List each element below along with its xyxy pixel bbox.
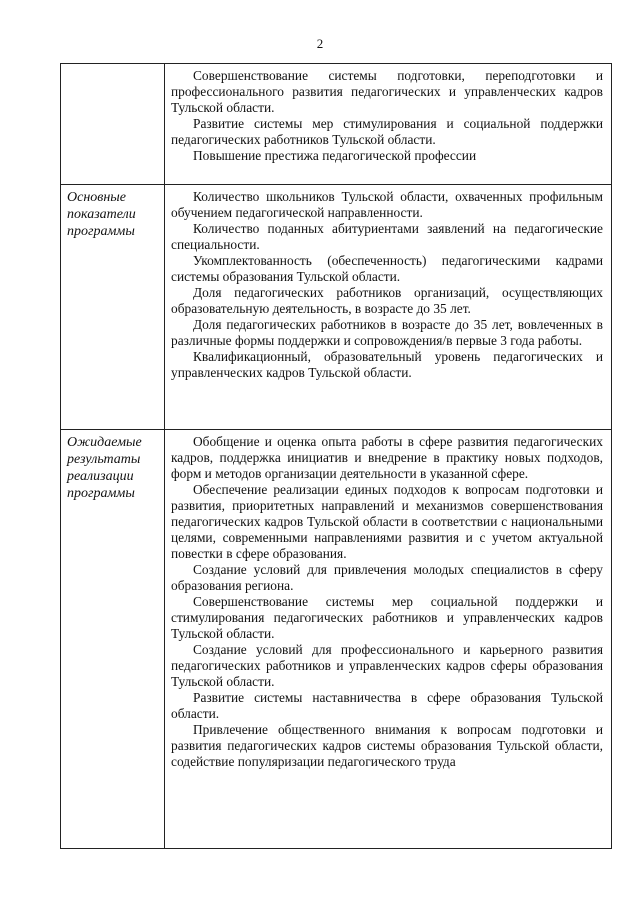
paragraph: Количество поданных абитуриентами заявлений на педагогические специальности. (171, 221, 603, 252)
table-row (61, 430, 612, 849)
paragraph: Развитие системы мер стимулирования и социальной поддержки педагогических работников Тульской области. (171, 116, 603, 147)
paragraph: Привлечение общественного внимания к вопросам подготовки и развития педагогических кадров системы образования Тульской области, содействие популяризации педагогического труда (171, 722, 603, 769)
paragraph: Создание условий для профессионального и карьерного развития педагогических работников и управленческих кадров сферы образования Тульской области. (171, 642, 603, 689)
paragraph: Повышение престижа педагогической профессии (193, 148, 477, 163)
program-passport-table (60, 63, 612, 849)
row-label: Ожидаемые результаты реализации программы (61, 430, 165, 849)
row-content (165, 185, 612, 430)
table-row (61, 64, 612, 185)
paragraph: Обеспечение реализации единых подходов к вопросам подготовки и развития, приоритетных направлений и механизмов совершенствования педагогических кадров Тульской области в соответствии с национальными целями, современными направлениями развития и с учетом актуальной повестки в сфере образования. (171, 482, 603, 561)
paragraph: Доля педагогических работников организаций, осуществляющих образовательную деятельность, в возрасте до 35 лет. (171, 285, 603, 316)
row-label: Основные показатели программы (61, 185, 165, 430)
paragraph: Развитие системы наставничества в сфере образования Тульской области. (171, 690, 603, 721)
paragraph: Укомплектованность (обеспеченность) педагогическими кадрами системы образования Тульской области. (171, 253, 603, 284)
paragraph: Совершенствование системы мер социальной поддержки и стимулирования педагогических работников и управленческих кадров Тульской области. (171, 594, 603, 641)
paragraph: Квалификационный, образовательный уровень педагогических и управленческих кадров Тульской области. (171, 349, 603, 380)
paragraph: Доля педагогических работников в возрасте до 35 лет, вовлеченных в различные формы поддержки и сопровождения/в первые 3 года работы. (171, 317, 603, 348)
page-number: 2 (316, 36, 324, 51)
paragraph: Обобщение и оценка опыта работы в сфере развития педагогических кадров, поддержка инициатив и внедрение в практику новых подходов, форм и методов организации деятельности в указанной сфере. (171, 434, 603, 481)
row-label (61, 64, 165, 185)
paragraph: Создание условий для привлечения молодых специалистов в сферу образования региона. (171, 562, 603, 593)
row-content (165, 64, 612, 185)
table-row (61, 185, 612, 430)
paragraph: Совершенствование системы подготовки, переподготовки и профессионального развития педагогических и управленческих кадров Тульской области. (171, 68, 603, 115)
row-content (165, 430, 612, 849)
paragraph: Количество школьников Тульской области, охваченных профильным обучением педагогической направленности. (171, 189, 603, 220)
